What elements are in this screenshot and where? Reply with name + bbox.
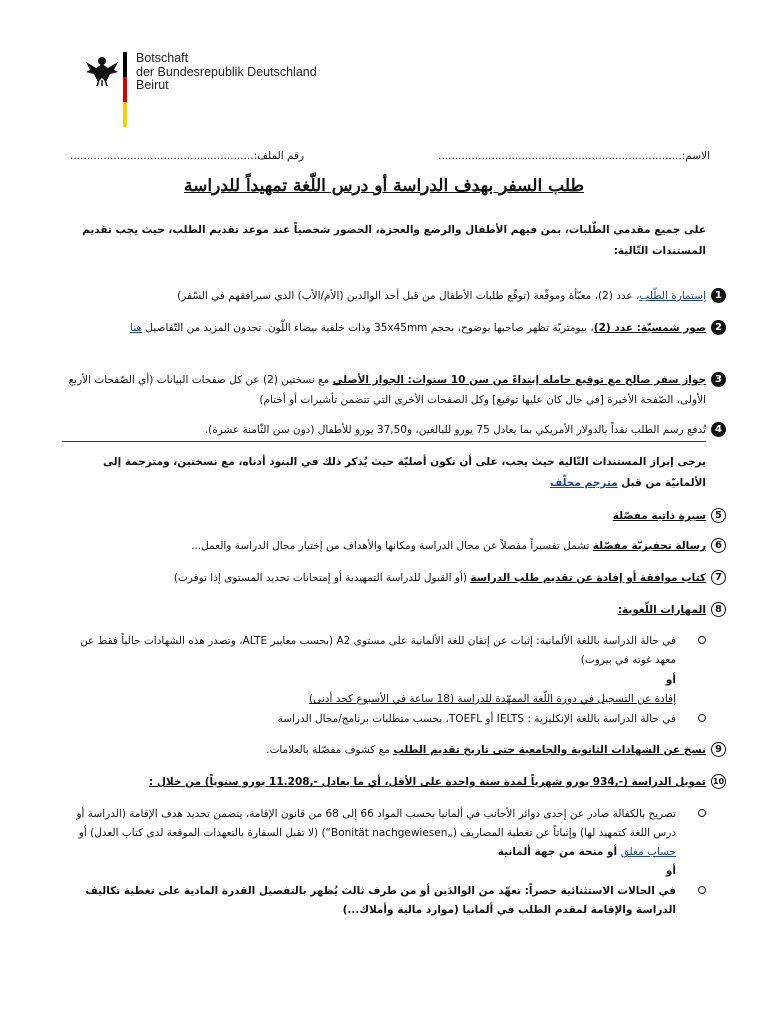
bullet-icon: [698, 714, 706, 722]
list-item: 5 سيرة ذاتية مفصّلة: [62, 506, 706, 526]
number-badge: 7: [711, 570, 726, 585]
list-item: إفادة عن التسجيل في دورة اللّغة الممهّدة للدراسة (18 ساعة في الأسبوع كحد أدنى): [309, 693, 676, 705]
bullet-icon: [698, 636, 706, 644]
number-badge: 8: [711, 602, 726, 617]
applicant-fields: [70, 150, 710, 166]
photo-details-link[interactable]: هنا: [130, 322, 143, 334]
list-item: 1 إستمارة الطّلب، عدد (2)، معبّأة وموقّعة (توقّع طلبات الأطفال من قبل أحد الوالدين (الأم/الأب) الذي سيرافقهم في السّفر): [62, 286, 706, 306]
list-item: في حالة الدراسة باللغة الألمانية: إثبات عن إتقان للغة الألمانية على مستوى A2 (بحسب معايير ALTE، وتصدر هذه الشهادات حالياً فقط عن معهد غوته في بيروت): [62, 632, 706, 670]
number-badge: 6: [711, 538, 726, 553]
list-item: أو: [665, 674, 676, 686]
list-item: 4 تُدفع رسم الطلب نقداً بالدولار الأمريكي بما يعادل 75 يورو للبالغين، و37,50 يورو للأطفال (دون سن الثّامنة عشرة).: [62, 420, 706, 440]
list-item: في الحالات الاستثنائية حصراً: تعهّد من الوالدَين أو من طرف ثالث يُظهر بالتفصيل القدرة المادية على تغطية تكاليف الدراسة والإقامة لمقدم الطلب في ألمانيا (موارد مالية وأملاك...): [62, 882, 706, 920]
number-badge: 2: [711, 320, 726, 335]
number-badge: 1: [711, 288, 726, 303]
number-badge: 5: [711, 508, 726, 523]
list-item: 7 كتاب موافقة أو إفادة عن تقديم طلب الدراسة (أو القبول للدراسة التمهيدية أو إمتحانات تحديد المستوى إذا توفرت): [62, 568, 706, 588]
list-item: 10 تمويل الدراسة (-,934 يورو شهرياً لمدة سنة واحدة على الأقل، أي ما يعادل -,11.208 يورو سنوياً) من خلال :: [148, 776, 725, 788]
federal-eagle-icon: [84, 52, 120, 88]
german-flag-stripe: [123, 52, 127, 127]
list-item: 3 جواز سفر صالح مع توقيع حامله إبتداءً من سن 10 سنوات: الجواز الأصلي مع نسختين (2) عن كل صفحات البيانات (أي الصّفحات الأربع الأولى، الصّفحة الأخيرة [في حال كان عليها توقيع] وكل الصفحات الأخرى التي تتضمن تأشيرات أو أختام): [62, 370, 706, 410]
name-field[interactable]: الاسم:.........................................................................: [438, 150, 710, 162]
page-title: طلب السفر بهدف الدراسة أو درس اللّغة تمهيداً للدراسة: [184, 176, 584, 196]
number-badge: 3: [711, 372, 726, 387]
list-item: أو: [665, 865, 676, 877]
application-form-link[interactable]: إستمارة الطّلب: [639, 290, 706, 302]
list-item: 2 صور شمسيّة: عدد (2)، بيومتريّة تظهر صاحبها بوضوح، بحجم 35x45mm وذات خلفية بيضاء اللّون. تجدون المزيد من التّفاصيل هنا: [62, 318, 706, 338]
number-badge: 9: [711, 742, 726, 757]
number-badge: 10: [711, 774, 726, 789]
blocked-account-link[interactable]: حساب مغلق: [620, 846, 676, 858]
sworn-translator-link[interactable]: مترجم محلّف: [549, 477, 618, 489]
number-badge: 4: [711, 422, 726, 437]
list-item: 9 نسخ عن الشهادات الثانوية والجامعية حتى تاريخ تقديم الطلب مع كشوف مفصّلة بالعلامات.: [62, 740, 706, 760]
file-number-field[interactable]: رقم الملف:.......................................................: [70, 150, 305, 162]
embassy-name: Botschaft der Bundesrepublik Deutschland Beirut: [136, 51, 317, 92]
list-item: 6 رسالة تحفيزيّة مفصّلة تشمل تفسيراً مفصلاً عن مجال الدراسة ومكانها والأهداف من إختيار مجال الدراسة والعمل...: [62, 536, 706, 556]
list-item: في حالة الدراسة باللغة الإنكليزية : IELTS أو TOEFL، بحسب متطلبات برنامج/مجال الدراسة: [62, 710, 706, 729]
list-item: تصريح بالكفالة صادر عن إحدى دوائر الأجانب في ألمانيا بحسب المواد 66 إلى 68 من قانون الإقامة، يتضمن تحديد هدف الإقامة (الدراسة أو درس اللغة كتمهيد لها) وإثباتاً عن تغطية المصاريف („Bonität nachgewiesen“) (لا تقبل السفارة بالتعهدات الموقعة لدى كتاب العدل) أو حساب مغلق أو منحة من جهة ألمانية: [62, 805, 706, 862]
list-item: 8 المهارات اللّغوية:: [62, 600, 706, 620]
bullet-icon: [698, 886, 706, 894]
divider: [62, 441, 706, 442]
intro-text: على جميع مقدمي الطّلبات، بمن فيهم الأطفال والرضع والعجزة، الحضور شخصياً عند موعد تقديم الطلب، حيث يجب تقديم المستندات التّالية:: [82, 224, 706, 257]
translation-note: يرجى إبراز المستندات التّالية حيث يجب، على أن تكون أصليّة حيث يُذكر ذلك في البنود أدناه، مع نسختين، ومترجمة إلى الألمانيّة من قبل مترجم محلّف: [103, 456, 706, 489]
bullet-icon: [698, 809, 706, 817]
